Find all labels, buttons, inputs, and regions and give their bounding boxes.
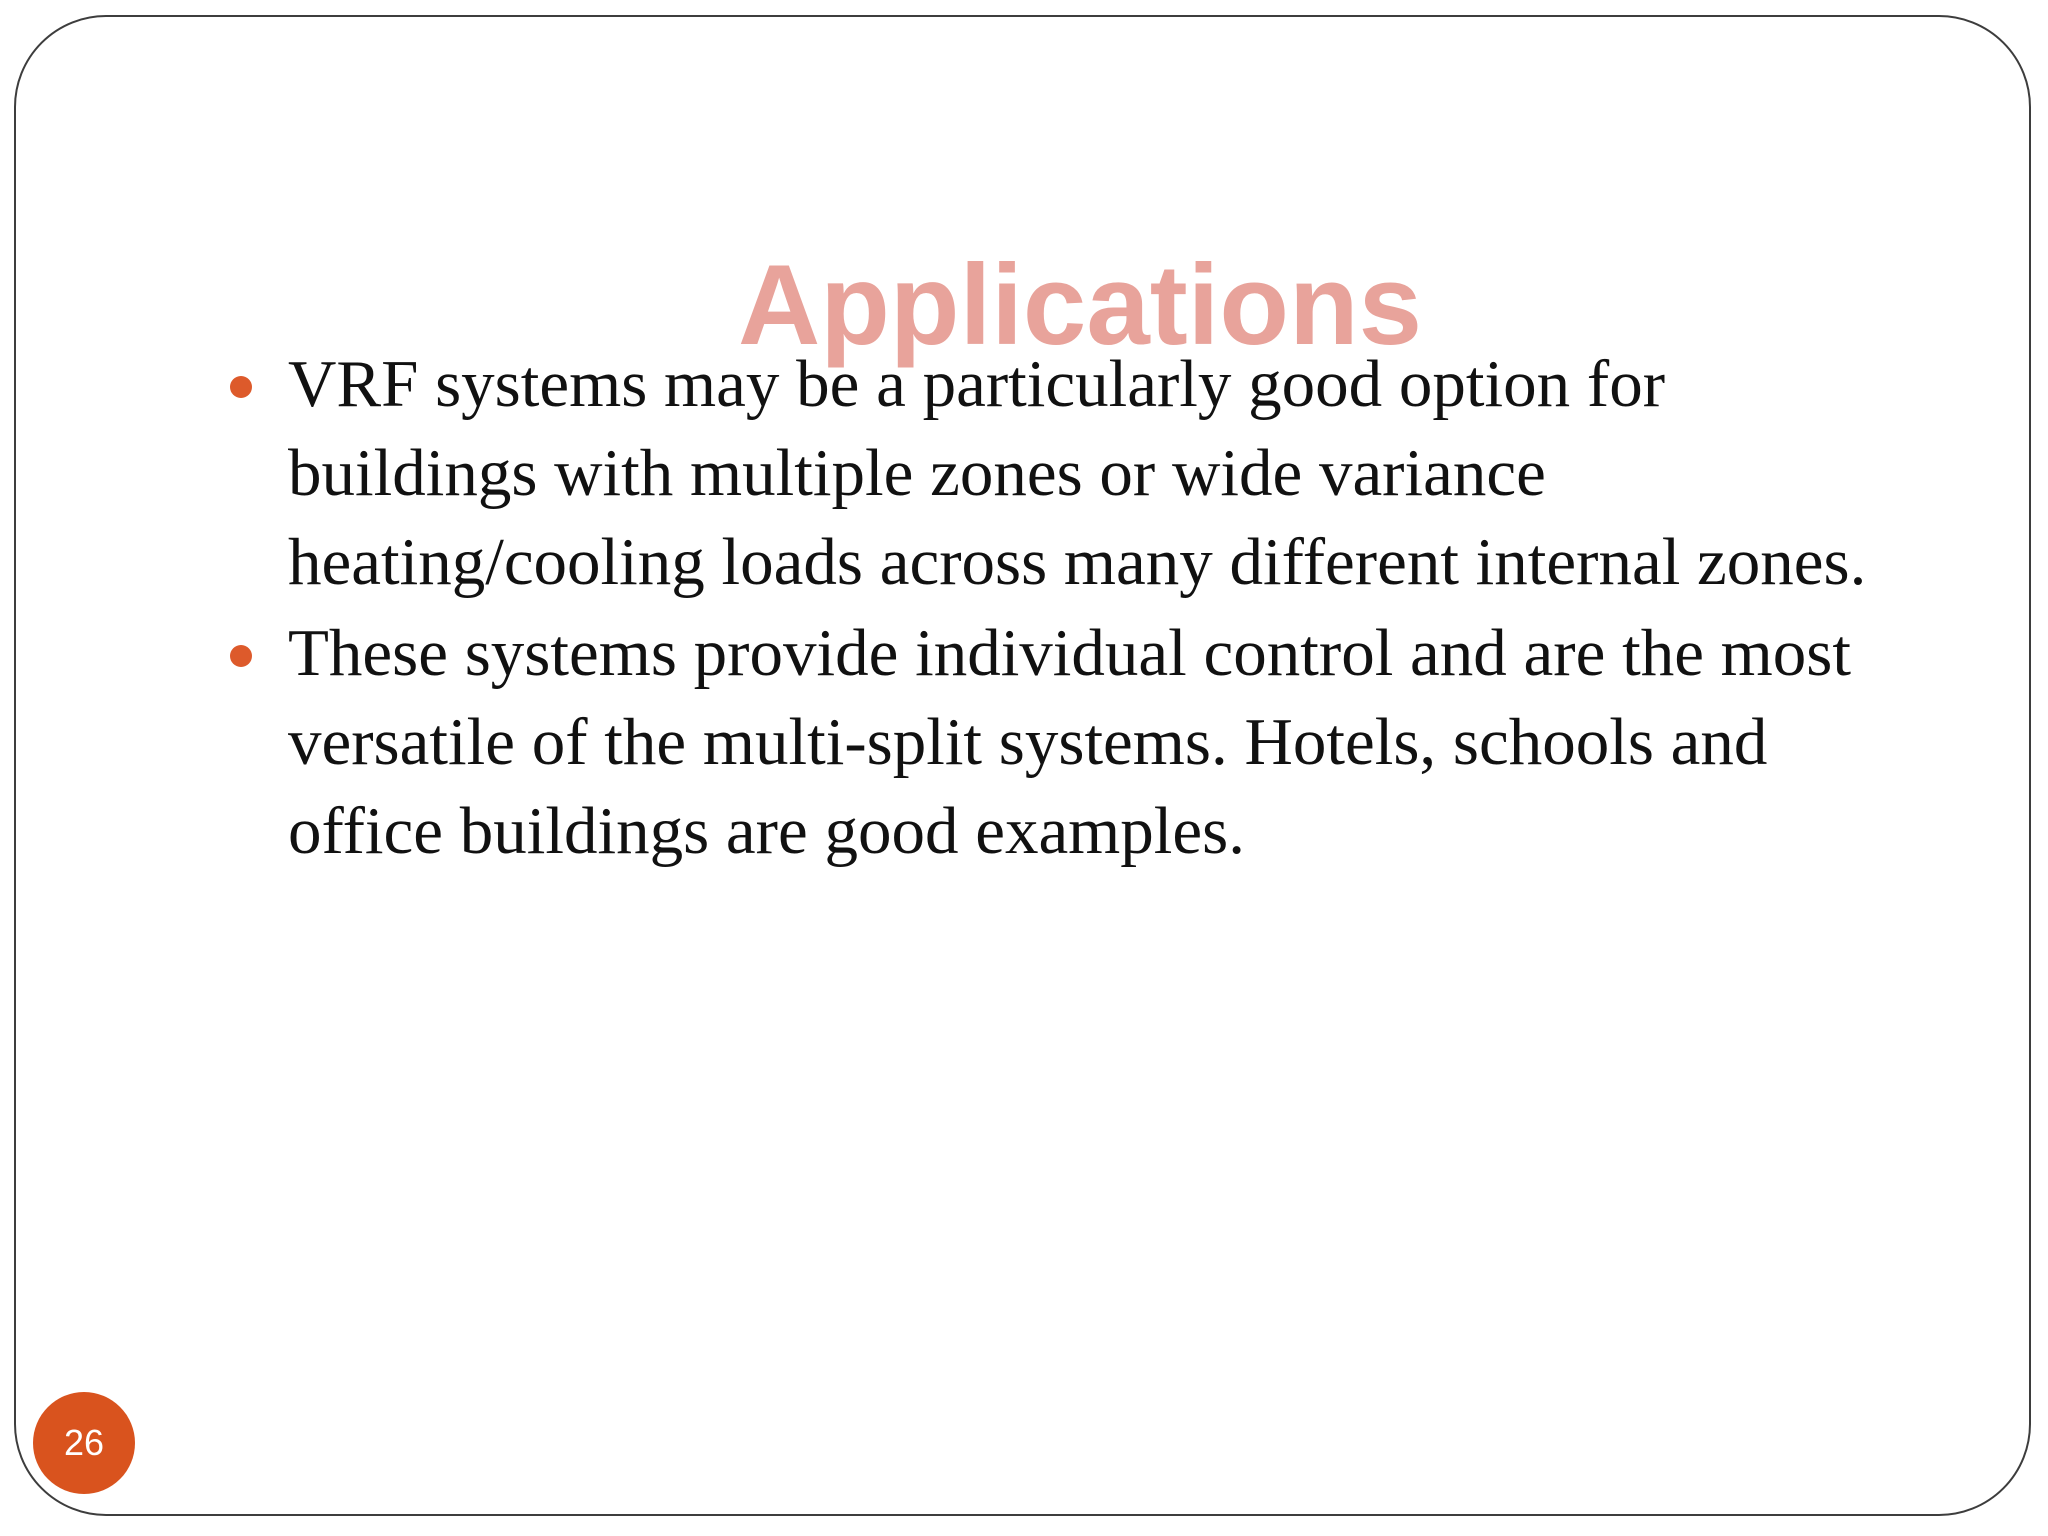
bullet-list [226, 340, 1906, 878]
page-number-badge: 26 [33, 1392, 135, 1494]
bullet-text: These systems provide individual control and are the most versatile of the multi-split systems. Hotels, schools and office buildings are good examples. [288, 616, 1851, 868]
slide-title: Applications [737, 242, 1423, 370]
bullet-marker-icon [230, 376, 252, 398]
bullet-item [226, 340, 1906, 607]
bullet-text: VRF systems may be a particularly good option for buildings with multiple zones or wide variance heating/cooling loads across many different internal zones. [288, 347, 1867, 599]
bullet-marker-icon [230, 645, 252, 667]
bullet-item [226, 609, 1906, 876]
